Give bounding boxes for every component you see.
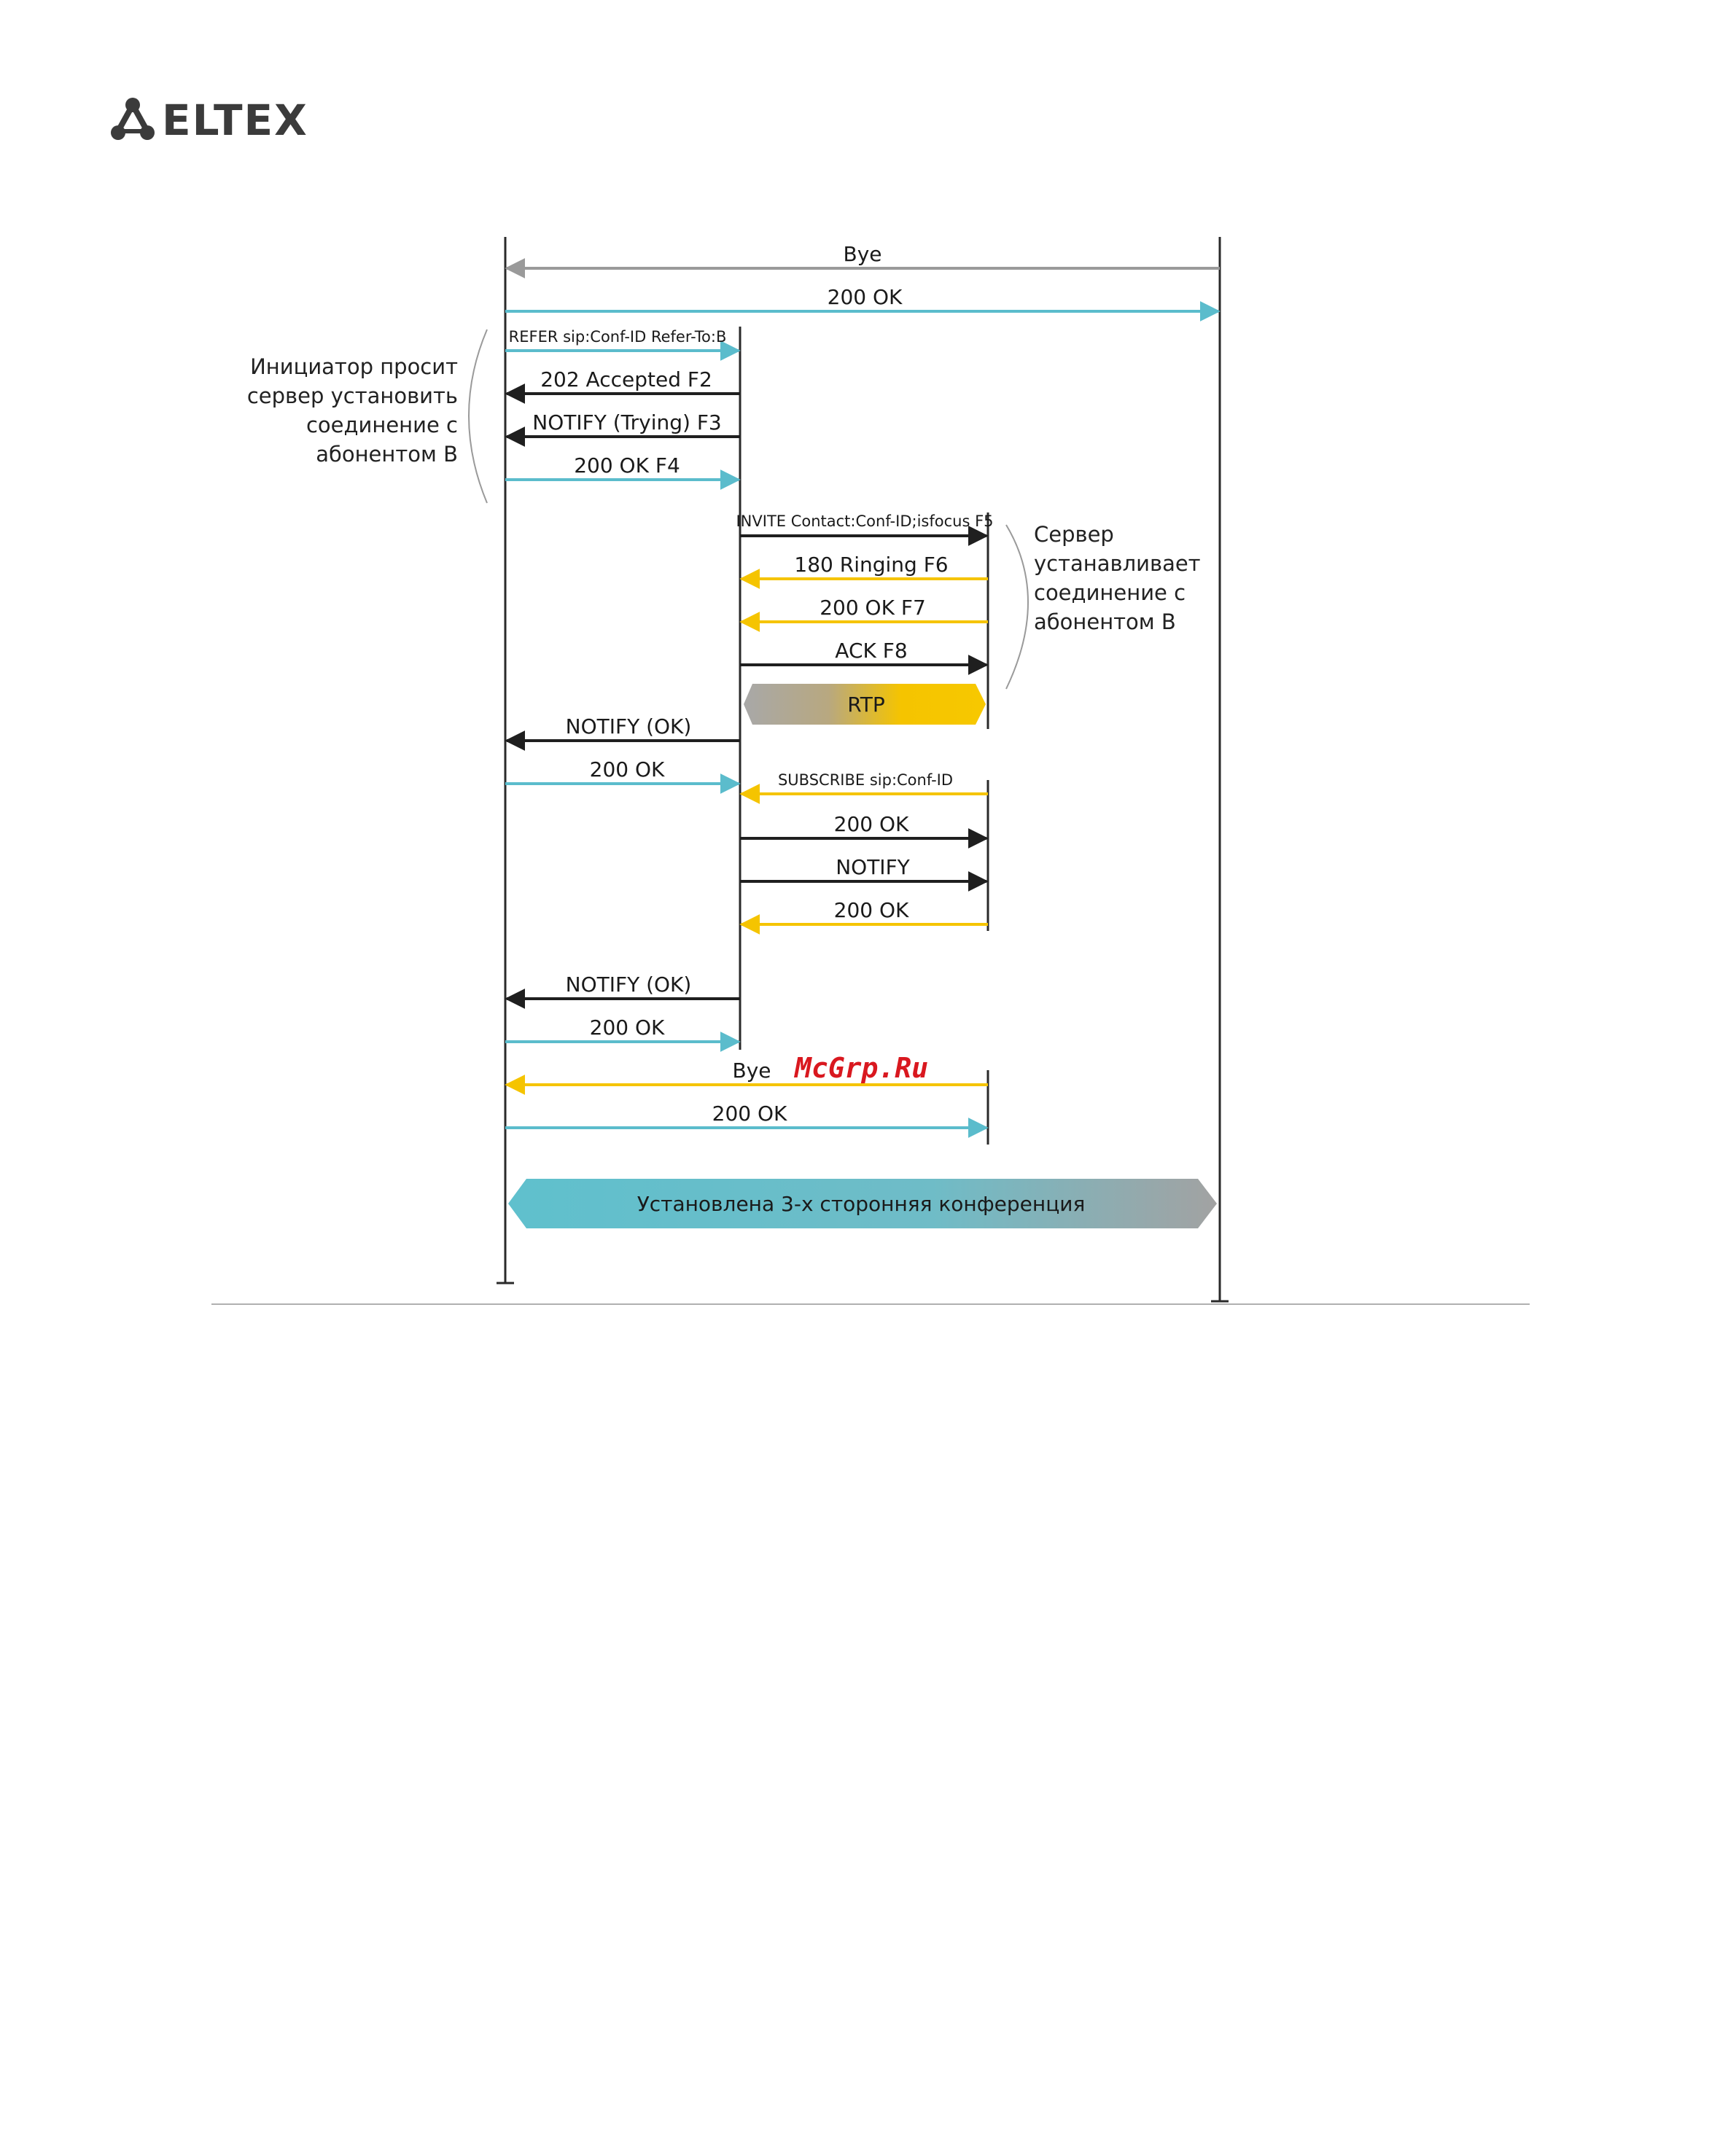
message-20 <box>505 1102 986 1128</box>
note-left-line-4: абонентом B <box>316 442 458 467</box>
message-label: ACK F8 <box>835 639 908 663</box>
message-label: 202 Accepted F2 <box>540 367 712 391</box>
footer-divider <box>211 1303 1530 1305</box>
message-label: NOTIFY (OK) <box>565 714 692 738</box>
message-label: 200 OK <box>833 898 909 922</box>
conference-label: Установлена 3-х сторонняя конференция <box>637 1192 1086 1216</box>
message-label: NOTIFY (OK) <box>565 972 692 997</box>
note-right-line-1: Сервер <box>1034 522 1114 547</box>
message-label: 200 OK <box>589 757 665 781</box>
note-left-line-2: сервер установить <box>246 383 458 408</box>
message-label: 200 OK F4 <box>574 453 680 477</box>
message-15 <box>740 855 986 881</box>
message-label: REFER sip:Conf-ID Refer-To:B <box>508 328 727 346</box>
note-left-bracket <box>469 330 487 503</box>
message-label: 200 OK <box>589 1015 665 1040</box>
message-label: Bye <box>843 242 882 266</box>
message-label: INVITE Contact:Conf-ID;isfocus F5 <box>736 512 994 530</box>
message-label: 200 OK <box>827 285 903 309</box>
note-right-bracket <box>1006 525 1028 689</box>
message-label: NOTIFY (Trying) F3 <box>532 410 722 434</box>
message-10 <box>740 639 986 665</box>
note-right <box>1006 522 1201 689</box>
message-12 <box>505 757 739 784</box>
message-17 <box>507 972 740 999</box>
note-right-line-4: абонентом B <box>1034 609 1176 634</box>
message-4 <box>507 367 740 394</box>
watermark: McGrp.Ru <box>795 1052 929 1084</box>
message-14 <box>740 812 986 838</box>
message-16 <box>742 898 988 924</box>
message-label: Bye <box>732 1059 771 1083</box>
message-11 <box>507 714 740 741</box>
message-13 <box>742 771 988 794</box>
message-8 <box>742 553 988 579</box>
note-right-line-3: соединение с <box>1034 580 1186 605</box>
message-1 <box>507 242 1220 268</box>
message-label: SUBSCRIBE sip:Conf-ID <box>777 771 954 789</box>
message-3 <box>505 328 739 351</box>
message-label: NOTIFY <box>836 855 910 879</box>
message-5 <box>507 410 740 437</box>
note-left <box>247 330 487 503</box>
message-6 <box>505 453 739 480</box>
message-label: 200 OK <box>712 1102 787 1126</box>
note-right-line-2: устанавливает <box>1034 551 1201 576</box>
message-2 <box>505 285 1218 311</box>
note-left-line-3: соединение с <box>305 413 458 437</box>
conference-band <box>508 1179 1217 1228</box>
logo-text: ELTEX <box>162 95 308 145</box>
message-9 <box>742 596 988 622</box>
rtp-label: RTP <box>847 693 885 717</box>
message-label: 180 Ringing F6 <box>794 553 949 577</box>
note-left-line-1: Инициатор просит <box>250 354 458 379</box>
message-18 <box>505 1015 739 1042</box>
message-label: 200 OK <box>833 812 909 836</box>
rtp-band <box>744 684 986 725</box>
message-7 <box>736 512 993 536</box>
message-label: 200 OK F7 <box>820 596 926 620</box>
